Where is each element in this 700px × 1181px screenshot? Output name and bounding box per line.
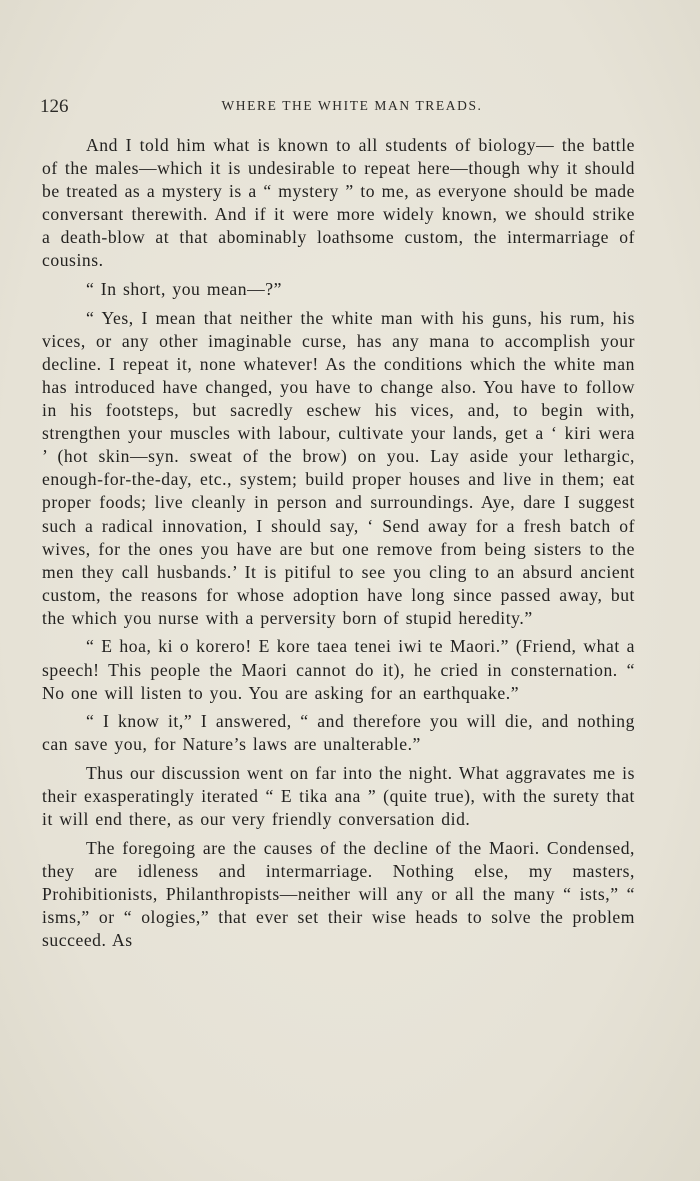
page-number: 126 [40, 96, 69, 117]
paragraph: “ I know it,” I answered, “ and therefore you will die, and nothing can save you, for Nature’s laws are unalterable.” [42, 711, 635, 755]
paragraph: “ E hoa, ki o korero! E kore taea tenei iwi te Maori.” (Friend, what a speech! This people the Maori cannot do it), he cried in consternation. “ No one will listen to you. You are asking for an earthquake.” [42, 636, 635, 703]
page-header [40, 96, 636, 118]
paragraph: And I told him what is known to all students of biology— the battle of the males—which it is undesirable to repeat here—though why it should be treated as a mystery is a “ mystery ” to me, as everyone should be made conversant therewith. And if it were more widely known, we should strike a death-blow at that abominably loathsome custom, the intermarriage of cousins. [42, 135, 635, 271]
paragraph: “ In short, you mean—?” [86, 279, 282, 300]
paragraph: The foregoing are the causes of the decline of the Maori. Condensed, they are idleness and intermarriage. Nothing else, my masters, Prohibitionists, Philanthropists—neither will any or all the many “ ists,” “ isms,” or “ ologies,” that ever set their wise heads to solve the problem succeed. As [42, 837, 635, 951]
paragraph: Thus our discussion went on far into the night. What aggravates me is their exasperatingly iterated “ E tika ana ” (quite true), with the surety that it will end there, as our very friendly conversation did. [42, 762, 635, 830]
running-title: WHERE THE WHITE MAN TREADS. [221, 98, 483, 113]
paragraph: “ Yes, I mean that neither the white man with his guns, his rum, his vices, or any other imaginable curse, has any mana to accomplish your decline. I repeat it, none whatever! As the conditions which the white man has introduced have changed, you have to change also. You have to follow in his footsteps, but sacredly eschew his vices, and, to begin with, strengthen your muscles with labour, cultivate your lands, get a ‘ kiri wera ’ (hot skin—syn. sweat of the brow) on you. Lay aside your lethargic, enough-for-the-day, etc., system; build proper houses and live in them; eat proper foods; live cleanly in person and surroundings. Aye, dare I suggest such a radical innovation, I should say, ‘ Send away for a fresh batch of wives, for the ones you have are but one remove from being sisters to the men they call husbands.’ It is pitiful to see you cling to an absurd ancient custom, the reasons for whose adoption have long since passed away, but the which you nurse with a perversity born of stupid heredity.” [42, 307, 635, 628]
body-text [42, 134, 635, 958]
